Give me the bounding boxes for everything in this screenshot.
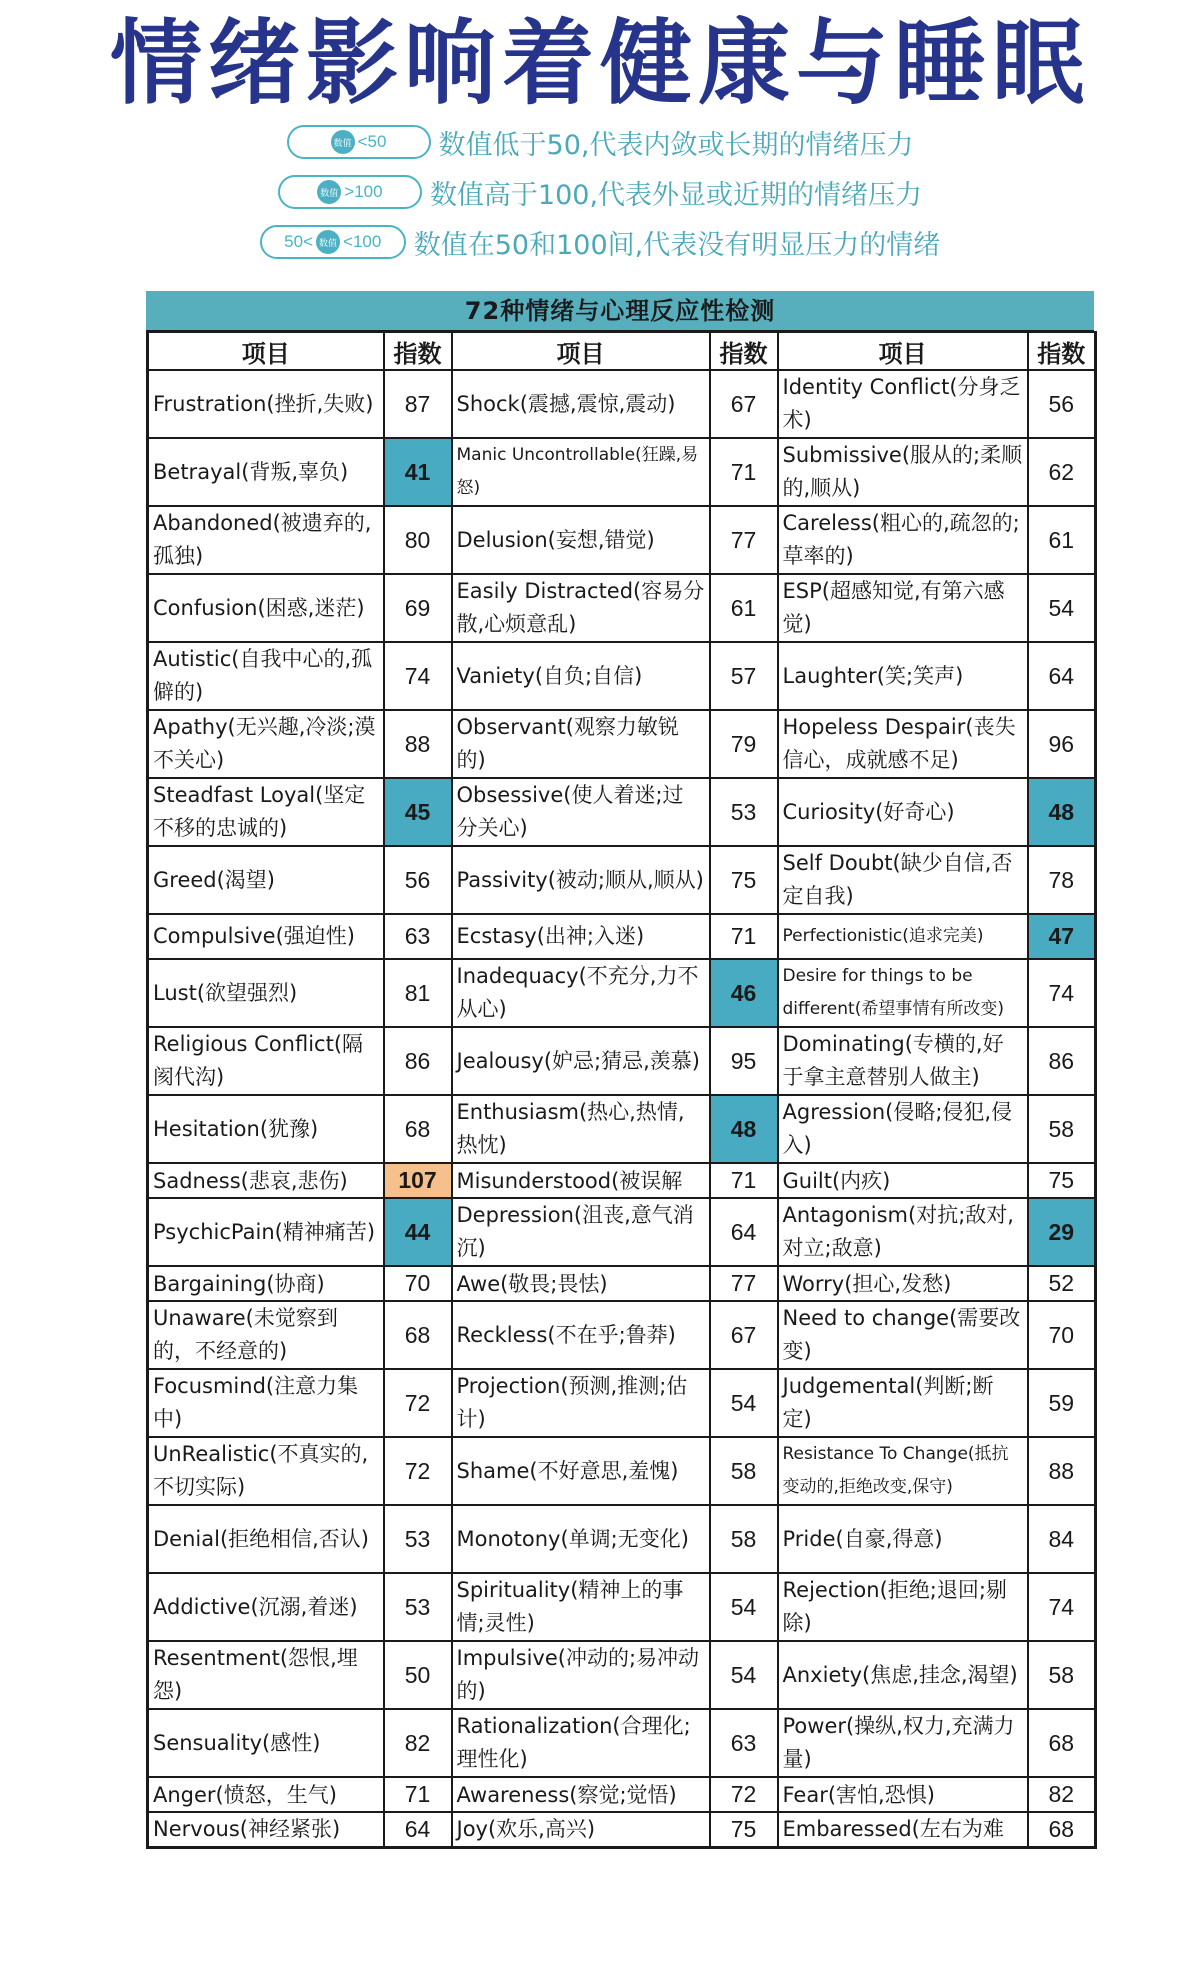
table-row xyxy=(148,574,1096,642)
emotion-index-cell: 45 xyxy=(384,778,452,846)
emotion-name-cell: Guilt(内疚) xyxy=(778,1163,1028,1198)
emotion-name-cell: Hesitation(犹豫) xyxy=(148,1095,384,1163)
emotion-index-cell: 62 xyxy=(1028,438,1096,506)
emotion-name-cell: Sensuality(感性) xyxy=(148,1709,384,1777)
emotion-index-cell: 47 xyxy=(1028,914,1096,959)
emotion-name-cell: Projection(预测,推测;估计) xyxy=(452,1369,710,1437)
emotion-name-cell: Dominating(专横的,好于拿主意替别人做主) xyxy=(778,1027,1028,1095)
legend-row-mid xyxy=(0,222,1200,262)
table-row xyxy=(148,710,1096,778)
emotion-name-cell: Apathy(无兴趣,冷淡;漠不关心) xyxy=(148,710,384,778)
emotion-index-cell: 81 xyxy=(384,959,452,1027)
emotion-name-cell: Confusion(困惑,迷茫) xyxy=(148,574,384,642)
table-row xyxy=(148,1095,1096,1163)
table-row xyxy=(148,1437,1096,1505)
legend-condition: >100 xyxy=(344,182,383,201)
emotion-name-cell: Resentment(怨恨,埋怨) xyxy=(148,1641,384,1709)
emotion-index-cell: 67 xyxy=(710,1301,778,1369)
emotion-name-cell: Compulsive(强迫性) xyxy=(148,914,384,959)
emotion-table xyxy=(146,331,1097,1849)
legend-text: 数值在50和100间,代表没有明显压力的情绪 xyxy=(413,229,941,261)
emotion-name-cell: Reckless(不在乎;鲁莽) xyxy=(452,1301,710,1369)
emotion-index-cell: 50 xyxy=(384,1641,452,1709)
emotion-index-cell: 71 xyxy=(384,1777,452,1812)
emotion-name-cell: Shame(不好意思,羞愧) xyxy=(452,1437,710,1505)
emotion-index-cell: 54 xyxy=(710,1369,778,1437)
table-row xyxy=(148,846,1096,914)
emotion-name-cell: Resistance To Change(抵抗变动的,拒绝改变,保守) xyxy=(778,1437,1028,1505)
legend-row-low xyxy=(0,122,1200,162)
col-header-index: 指数 xyxy=(384,332,452,370)
value-dot-icon: 数值 xyxy=(316,230,340,254)
table-row xyxy=(148,1505,1096,1573)
table-row xyxy=(148,1777,1096,1812)
emotion-index-cell: 70 xyxy=(384,1266,452,1301)
emotion-index-cell: 88 xyxy=(1028,1437,1096,1505)
emotion-name-cell: Need to change(需要改变) xyxy=(778,1301,1028,1369)
emotion-index-cell: 71 xyxy=(710,914,778,959)
emotion-name-cell: Worry(担心,发愁) xyxy=(778,1266,1028,1301)
emotion-name-cell: Agression(侵略;侵犯,侵入) xyxy=(778,1095,1028,1163)
value-dot-icon: 数值 xyxy=(317,180,341,204)
emotion-name-cell: Depression(沮丧,意气消沉) xyxy=(452,1198,710,1266)
emotion-index-cell: 59 xyxy=(1028,1369,1096,1437)
emotion-index-cell: 74 xyxy=(1028,1573,1096,1641)
emotion-index-cell: 68 xyxy=(384,1301,452,1369)
emotion-index-cell: 75 xyxy=(1028,1163,1096,1198)
emotion-index-cell: 88 xyxy=(384,710,452,778)
emotion-index-cell: 58 xyxy=(1028,1641,1096,1709)
emotion-index-cell: 53 xyxy=(384,1505,452,1573)
emotion-name-cell: Awareness(察觉;觉悟) xyxy=(452,1777,710,1812)
emotion-index-cell: 69 xyxy=(384,574,452,642)
emotion-index-cell: 75 xyxy=(710,846,778,914)
emotion-index-cell: 86 xyxy=(384,1027,452,1095)
table-header-row xyxy=(148,332,1096,370)
table-row xyxy=(148,642,1096,710)
emotion-index-cell: 82 xyxy=(384,1709,452,1777)
emotion-name-cell: ESP(超感知觉,有第六感觉) xyxy=(778,574,1028,642)
emotion-name-cell: Denial(拒绝相信,否认) xyxy=(148,1505,384,1573)
emotion-name-cell: Obsessive(使人着迷;过分关心) xyxy=(452,778,710,846)
emotion-index-cell: 68 xyxy=(1028,1709,1096,1777)
emotion-name-cell: Pride(自豪,得意) xyxy=(778,1505,1028,1573)
legend-text: 数值低于50,代表内敛或长期的情绪压力 xyxy=(438,129,914,161)
emotion-index-cell: 71 xyxy=(710,438,778,506)
emotion-name-cell: Fear(害怕,恐惧) xyxy=(778,1777,1028,1812)
table-row xyxy=(148,370,1096,438)
emotion-index-cell: 56 xyxy=(1028,370,1096,438)
emotion-name-cell: Religious Conflict(隔阂代沟) xyxy=(148,1027,384,1095)
emotion-index-cell: 95 xyxy=(710,1027,778,1095)
col-header-index: 指数 xyxy=(1028,332,1096,370)
emotion-index-cell: 71 xyxy=(710,1163,778,1198)
emotion-index-cell: 56 xyxy=(384,846,452,914)
legend-text: 数值高于100,代表外显或近期的情绪压力 xyxy=(429,179,923,211)
emotion-name-cell: Greed(渴望) xyxy=(148,846,384,914)
emotion-name-cell: Passivity(被动;顺从,顺从) xyxy=(452,846,710,914)
emotion-index-cell: 74 xyxy=(1028,959,1096,1027)
emotion-index-cell: 53 xyxy=(710,778,778,846)
table-row xyxy=(148,778,1096,846)
emotion-name-cell: Frustration(挫折,失败) xyxy=(148,370,384,438)
table-row xyxy=(148,914,1096,959)
emotion-name-cell: Laughter(笑;笑声) xyxy=(778,642,1028,710)
emotion-name-cell: Curiosity(好奇心) xyxy=(778,778,1028,846)
emotion-name-cell: Jealousy(妒忌;猜忌,羡慕) xyxy=(452,1027,710,1095)
emotion-name-cell: Spirituality(精神上的事情;灵性) xyxy=(452,1573,710,1641)
emotion-index-cell: 53 xyxy=(384,1573,452,1641)
col-header-item: 项目 xyxy=(148,332,384,370)
col-header-index: 指数 xyxy=(710,332,778,370)
emotion-name-cell: Sadness(悲哀,悲伤) xyxy=(148,1163,384,1198)
table-row xyxy=(148,1812,1096,1847)
emotion-index-cell: 74 xyxy=(384,642,452,710)
emotion-name-cell: Nervous(神经紧张) xyxy=(148,1812,384,1847)
emotion-index-cell: 58 xyxy=(710,1437,778,1505)
value-dot-icon: 数值 xyxy=(331,130,355,154)
emotion-index-cell: 29 xyxy=(1028,1198,1096,1266)
emotion-index-cell: 77 xyxy=(710,506,778,574)
emotion-name-cell: Embaressed(左右为难 xyxy=(778,1812,1028,1847)
emotion-index-cell: 63 xyxy=(710,1709,778,1777)
emotion-name-cell: Abandoned(被遗弃的,孤独) xyxy=(148,506,384,574)
emotion-index-cell: 75 xyxy=(710,1812,778,1847)
emotion-index-cell: 64 xyxy=(1028,642,1096,710)
emotion-index-cell: 67 xyxy=(710,370,778,438)
emotion-name-cell: Manic Uncontrollable(狂躁,易怒) xyxy=(452,438,710,506)
emotion-name-cell: Vaniety(自负;自信) xyxy=(452,642,710,710)
emotion-name-cell: Identity Conflict(分身乏术) xyxy=(778,370,1028,438)
emotion-name-cell: Anger(愤怒，生气) xyxy=(148,1777,384,1812)
emotion-index-cell: 64 xyxy=(710,1198,778,1266)
legend-badge-low xyxy=(287,125,431,159)
emotion-name-cell: Rejection(拒绝;退回;剔除) xyxy=(778,1573,1028,1641)
emotion-name-cell: Enthusiasm(热心,热情,热忱) xyxy=(452,1095,710,1163)
emotion-index-cell: 72 xyxy=(710,1777,778,1812)
table-row xyxy=(148,959,1096,1027)
emotion-index-cell: 41 xyxy=(384,438,452,506)
table-row xyxy=(148,1198,1096,1266)
legend-badge-high xyxy=(278,175,422,209)
emotion-name-cell: Autistic(自我中心的,孤僻的) xyxy=(148,642,384,710)
emotion-name-cell: Judgemental(判断;断定) xyxy=(778,1369,1028,1437)
emotion-name-cell: UnRealistic(不真实的,不切实际) xyxy=(148,1437,384,1505)
emotion-name-cell: Shock(震撼,震惊,震动) xyxy=(452,370,710,438)
emotion-name-cell: Lust(欲望强烈) xyxy=(148,959,384,1027)
page-title: 情绪影响着健康与睡眠 xyxy=(109,10,1090,117)
legend-badge-mid xyxy=(260,225,406,259)
emotion-index-cell: 86 xyxy=(1028,1027,1096,1095)
emotion-name-cell: Perfectionistic(追求完美) xyxy=(778,914,1028,959)
emotion-index-cell: 68 xyxy=(384,1095,452,1163)
emotion-index-cell: 63 xyxy=(384,914,452,959)
emotion-index-cell: 84 xyxy=(1028,1505,1096,1573)
emotion-index-cell: 64 xyxy=(384,1812,452,1847)
emotion-name-cell: Misunderstood(被误解 xyxy=(452,1163,710,1198)
emotion-index-cell: 107 xyxy=(384,1163,452,1198)
emotion-index-cell: 54 xyxy=(710,1573,778,1641)
emotion-name-cell: Easily Distracted(容易分散,心烦意乱) xyxy=(452,574,710,642)
emotion-name-cell: Rationalization(合理化;理性化) xyxy=(452,1709,710,1777)
emotion-index-cell: 52 xyxy=(1028,1266,1096,1301)
table-row xyxy=(148,1573,1096,1641)
emotion-name-cell: Power(操纵,权力,充满力量) xyxy=(778,1709,1028,1777)
legend-condition-prefix: 50< xyxy=(284,232,314,251)
table-body xyxy=(148,370,1096,1847)
emotion-index-cell: 77 xyxy=(710,1266,778,1301)
emotion-index-cell: 44 xyxy=(384,1198,452,1266)
col-header-item: 项目 xyxy=(778,332,1028,370)
emotion-index-cell: 72 xyxy=(384,1369,452,1437)
emotion-name-cell: Delusion(妄想,错觉) xyxy=(452,506,710,574)
emotion-table-panel xyxy=(146,291,1094,1849)
emotion-name-cell: Ecstasy(出神;入迷) xyxy=(452,914,710,959)
emotion-name-cell: Hopeless Despair(丧失信心，成就感不足) xyxy=(778,710,1028,778)
emotion-index-cell: 48 xyxy=(710,1095,778,1163)
emotion-index-cell: 46 xyxy=(710,959,778,1027)
table-row xyxy=(148,1163,1096,1198)
emotion-name-cell: Impulsive(冲动的;易冲动的) xyxy=(452,1641,710,1709)
emotion-name-cell: Antagonism(对抗;敌对,对立;敌意) xyxy=(778,1198,1028,1266)
table-row xyxy=(148,1709,1096,1777)
emotion-name-cell: Steadfast Loyal(坚定不移的忠诚的) xyxy=(148,778,384,846)
emotion-name-cell: Careless(粗心的,疏忽的;草率的) xyxy=(778,506,1028,574)
emotion-name-cell: Betrayal(背叛,辜负) xyxy=(148,438,384,506)
table-row xyxy=(148,1301,1096,1369)
emotion-index-cell: 72 xyxy=(384,1437,452,1505)
emotion-name-cell: Addictive(沉溺,着迷) xyxy=(148,1573,384,1641)
table-row xyxy=(148,438,1096,506)
emotion-name-cell: Unaware(未觉察到的，不经意的) xyxy=(148,1301,384,1369)
emotion-name-cell: Joy(欢乐,高兴) xyxy=(452,1812,710,1847)
emotion-index-cell: 57 xyxy=(710,642,778,710)
emotion-index-cell: 54 xyxy=(1028,574,1096,642)
table-row xyxy=(148,1266,1096,1301)
emotion-index-cell: 82 xyxy=(1028,1777,1096,1812)
emotion-index-cell: 78 xyxy=(1028,846,1096,914)
emotion-name-cell: PsychicPain(精神痛苦) xyxy=(148,1198,384,1266)
legend-row-high xyxy=(0,172,1200,212)
emotion-index-cell: 87 xyxy=(384,370,452,438)
emotion-name-cell: Observant(观察力敏锐的) xyxy=(452,710,710,778)
table-title: 72种情绪与心理反应性检测 xyxy=(146,291,1094,331)
table-row xyxy=(148,506,1096,574)
emotion-name-cell: Inadequacy(不充分,力不从心) xyxy=(452,959,710,1027)
emotion-index-cell: 68 xyxy=(1028,1812,1096,1847)
emotion-name-cell: Focusmind(注意力集中) xyxy=(148,1369,384,1437)
emotion-name-cell: Anxiety(焦虑,挂念,渴望) xyxy=(778,1641,1028,1709)
table-row xyxy=(148,1641,1096,1709)
emotion-index-cell: 54 xyxy=(710,1641,778,1709)
emotion-name-cell: Self Doubt(缺少自信,否定自我) xyxy=(778,846,1028,914)
col-header-item: 项目 xyxy=(452,332,710,370)
emotion-index-cell: 70 xyxy=(1028,1301,1096,1369)
table-row xyxy=(148,1369,1096,1437)
emotion-index-cell: 48 xyxy=(1028,778,1096,846)
emotion-index-cell: 61 xyxy=(710,574,778,642)
emotion-name-cell: Awe(敬畏;畏怯) xyxy=(452,1266,710,1301)
emotion-index-cell: 61 xyxy=(1028,506,1096,574)
emotion-name-cell: Bargaining(协商) xyxy=(148,1266,384,1301)
emotion-index-cell: 58 xyxy=(1028,1095,1096,1163)
legend-condition: <50 xyxy=(357,132,387,151)
emotion-index-cell: 96 xyxy=(1028,710,1096,778)
emotion-name-cell: Monotony(单调;无变化) xyxy=(452,1505,710,1573)
table-row xyxy=(148,1027,1096,1095)
emotion-index-cell: 79 xyxy=(710,710,778,778)
emotion-name-cell: Submissive(服从的;柔顺的,顺从) xyxy=(778,438,1028,506)
legend-condition: <100 xyxy=(343,232,382,251)
emotion-index-cell: 80 xyxy=(384,506,452,574)
emotion-name-cell: Desire for things to be different(希望事情有所改变) xyxy=(778,959,1028,1027)
emotion-index-cell: 58 xyxy=(710,1505,778,1573)
